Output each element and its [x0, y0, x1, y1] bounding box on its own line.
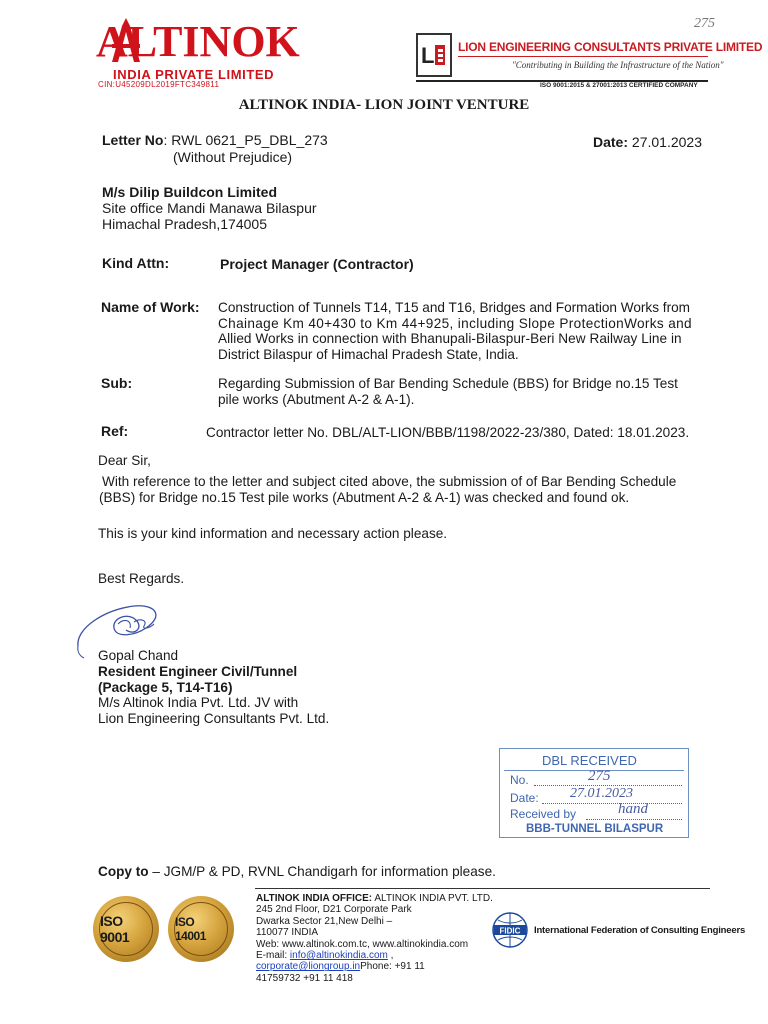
attn-label: Kind Attn:: [102, 255, 170, 271]
copy-to-label: Copy to: [98, 864, 149, 879]
date-value: 27.01.2023: [631, 134, 702, 150]
work-line: District Bilaspur of Himachal Pradesh State, India.: [218, 346, 519, 362]
phone-text: Phone: +91 11: [360, 961, 425, 973]
letter-no-label: Letter No: [102, 132, 164, 148]
iso-9001-seal-ring: [99, 902, 153, 956]
email-separator: ,: [387, 950, 394, 962]
stamp-title: DBL RECEIVED: [542, 753, 637, 768]
work-line: Allied Works in connection with Bhanupali-Bilaspur-Beri New Railway Line in: [218, 331, 682, 347]
stamp-date-dots: [542, 803, 682, 804]
office-heading: [256, 893, 493, 904]
phone-line-2: 41759732 +91 11 418: [256, 972, 353, 984]
email-link-corporate[interactable]: corporate@liongroup.in: [256, 961, 361, 973]
altinok-wordmark: ALTINOK: [96, 17, 300, 66]
web-line: Web: www.altinok.com.tc, www.altinokindia.com: [256, 938, 469, 950]
stamp-no-value: 275: [588, 768, 611, 784]
copy-to: [98, 864, 496, 880]
letter-number: [102, 132, 328, 148]
lion-iso-note: ISO 9001:2015 & 27001:2013 CERTIFIED COMPANY: [540, 82, 698, 89]
work-line: Construction of Tunnels T14, T15 and T16, Bridges and Formation Works from: [218, 300, 690, 315]
without-prejudice: (Without Prejudice): [173, 149, 293, 165]
subject-text: [218, 376, 714, 408]
iso-14001-label: ISO 14001: [175, 915, 206, 943]
info-line: This is your kind information and necessary action please.: [98, 526, 448, 541]
fidic-name: International Federation of Consulting Engineers: [534, 925, 746, 936]
dbl-received-stamp: [499, 748, 689, 838]
lion-tagline: "Contributing in Building the Infrastructure of the Nation": [512, 60, 724, 70]
recipient-line-2: Himachal Pradesh,174005: [102, 216, 267, 232]
attn-value: Project Manager (Contractor): [220, 256, 414, 272]
email-label: E-mail:: [256, 950, 290, 962]
subject-line: Regarding Submission of Bar Bending Schedule (BBS) for Bridge no.15 Test: [218, 376, 678, 391]
stamp-date-label: Date:: [510, 791, 539, 805]
fidic-abbr: FIDIC: [499, 926, 521, 936]
stamp-received-label: Received by: [510, 807, 577, 821]
copy-to-text: – JGM/P & PD, RVNL Chandigarh for information please.: [148, 864, 496, 879]
recipient-name: M/s Dilip Buildcon Limited: [102, 184, 277, 200]
lion-rule: [458, 56, 708, 57]
office-address: [256, 893, 493, 984]
iso-9001-seal-icon: [93, 896, 159, 962]
handwritten-number-top: 275: [694, 16, 715, 31]
joint-venture-title: ALTINOK INDIA- LION JOINT VENTURE: [238, 97, 530, 113]
lion-logo: [416, 33, 452, 77]
altinok-subtitle: INDIA PRIVATE LIMITED: [113, 67, 275, 82]
email-line: [256, 950, 493, 961]
ref-label: Ref:: [101, 423, 129, 439]
iso-14001-seal-ring: [174, 902, 228, 956]
signer-name: Gopal Chand: [98, 648, 179, 663]
subject-label: Sub:: [101, 375, 133, 391]
signer-org-2: Lion Engineering Consultants Pvt. Ltd.: [98, 711, 330, 726]
altinok-cin: CIN:U45209DL2019FTC349811: [98, 80, 220, 89]
address-line: 245 2nd Floor, D21 Corporate Park: [256, 904, 412, 916]
svg-text:L: L: [421, 43, 435, 68]
body-line: (BBS) for Bridge no.15 Test pile works (Abutment A-2 & A-1) was checked and found ok.: [99, 490, 630, 505]
lion-company-name: LION ENGINEERING CONSULTANTS PRIVATE LIMITED: [458, 40, 763, 54]
signer-title-1: Resident Engineer Civil/Tunnel: [98, 664, 298, 679]
fidic-globe-icon: [490, 910, 530, 950]
body-line: With reference to the letter and subject cited above, the submission of of Bar Bending Schedule: [102, 474, 677, 489]
subject-line: pile works (Abutment A-2 & A-1).: [218, 392, 415, 407]
ref-value: Contractor letter No. DBL/ALT-LION/BBB/1198/2022-23/380, Dated: 18.01.2023.: [206, 425, 690, 440]
address-line: 110077 INDIA: [256, 927, 319, 939]
signer-title-2: (Package 5, T14-T16): [98, 680, 233, 695]
footer-rule: [255, 888, 710, 889]
office-label: ALTINOK INDIA OFFICE:: [256, 893, 373, 904]
stamp-received-dots: [586, 819, 682, 820]
email-phone-line: [256, 961, 493, 972]
work-label: Name of Work:: [101, 299, 200, 315]
stamp-received-value: hand: [618, 801, 648, 817]
lion-logo-mark-icon: [418, 35, 450, 75]
closing: Best Regards.: [98, 571, 185, 586]
stamp-unit: BBB-TUNNEL BILASPUR: [526, 823, 664, 835]
salutation: Dear Sir,: [98, 453, 151, 468]
iso-9001-label: ISO 9001: [100, 913, 130, 945]
signer-org-1: M/s Altinok India Pvt. Ltd. JV with: [98, 695, 299, 710]
date-label: Date:: [593, 134, 629, 150]
stamp-no-label: No.: [510, 773, 529, 787]
letter-date: [593, 134, 702, 150]
work-line: Chainage Km 40+430 to Km 44+925, including Slope ProtectionWorks and: [218, 315, 692, 331]
letter-no-value: : RWL 0621_P5_DBL_273: [163, 132, 328, 148]
office-company: ALTINOK INDIA PVT. LTD.: [372, 893, 493, 904]
body-paragraph: [99, 474, 676, 506]
stamp-date-value: 27.01.2023: [570, 786, 633, 801]
iso-14001-seal-icon: [168, 896, 234, 962]
recipient-line-1: Site office Mandi Manawa Bilaspur: [102, 200, 317, 216]
email-link-info[interactable]: info@altinokindia.com: [289, 950, 388, 962]
work-description: [218, 300, 714, 362]
address-line: Dwarka Sector 21,New Delhi –: [256, 915, 393, 927]
